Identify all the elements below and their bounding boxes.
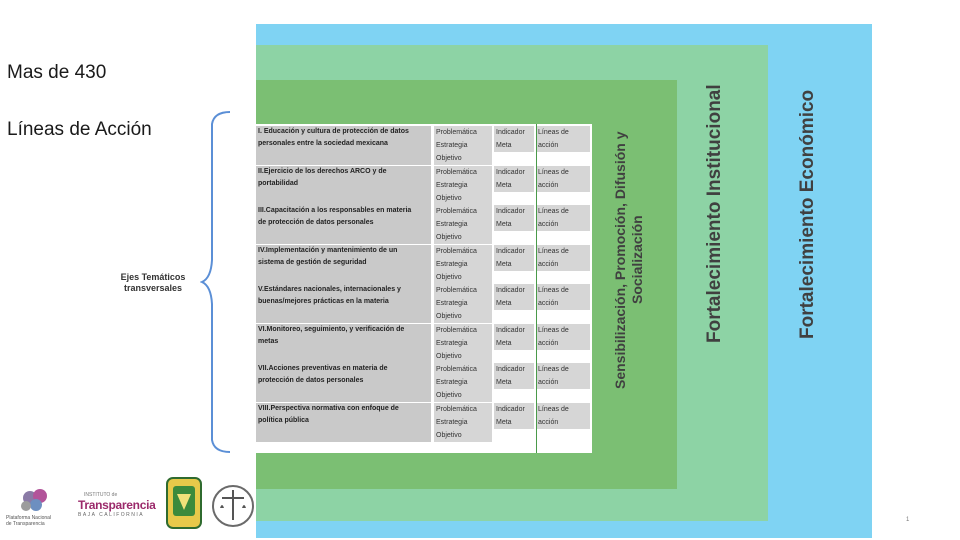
action-lines-cell bbox=[536, 166, 590, 192]
column-label: Meta bbox=[494, 337, 534, 350]
axis-line: IV.Implementación y mantenimiento de un bbox=[258, 246, 398, 254]
problem-strategy-cell bbox=[434, 403, 492, 442]
action-lines-cell bbox=[536, 403, 590, 429]
column-label: Estrategia bbox=[434, 297, 492, 310]
indicator-cell bbox=[494, 126, 534, 152]
column-label: Objetivo bbox=[434, 429, 492, 442]
column-label: Indicador bbox=[494, 363, 534, 376]
column-label: Estrategia bbox=[434, 376, 492, 389]
column-label: Estrategia bbox=[434, 139, 492, 152]
axis-line: III.Capacitación a los responsables en materia bbox=[258, 207, 412, 214]
axis-line: VI.Monitoreo, seguimiento, y verificación de bbox=[258, 325, 405, 333]
action-lines-cell bbox=[536, 284, 590, 310]
table-row bbox=[256, 284, 592, 323]
column-label: Estrategia bbox=[434, 337, 492, 350]
axis-line: buenas/mejores prácticas en la materia bbox=[258, 298, 389, 305]
axis-cell bbox=[256, 126, 431, 165]
column-label: acción bbox=[536, 337, 590, 350]
column-label: Problemática bbox=[434, 284, 492, 297]
column-label: Indicador bbox=[494, 126, 534, 139]
ti-line-1: INSTITUTO de bbox=[84, 492, 118, 498]
column-label: Meta bbox=[494, 218, 534, 231]
axis-cell bbox=[256, 205, 431, 244]
label-sensibilizacion-line-1: Sensibilización, Promoción, Difusión y bbox=[612, 131, 628, 389]
indicator-cell bbox=[494, 403, 534, 429]
problem-strategy-cell bbox=[434, 166, 492, 205]
column-label: Objetivo bbox=[434, 231, 492, 244]
column-label: Líneas de bbox=[536, 403, 590, 416]
column-label: Indicador bbox=[494, 245, 534, 258]
column-label: Problemática bbox=[434, 363, 492, 376]
action-lines-cell bbox=[536, 363, 590, 389]
axis-cell bbox=[256, 363, 431, 402]
column-label: Líneas de bbox=[536, 284, 590, 297]
ti-line-3: BAJA CALIFORNIA bbox=[78, 512, 145, 518]
ejes-line-1: Ejes Temáticos bbox=[120, 272, 186, 282]
table-row bbox=[256, 245, 592, 284]
column-label: Indicador bbox=[494, 324, 534, 337]
column-label: Meta bbox=[494, 416, 534, 429]
column-label: Problemática bbox=[434, 126, 492, 139]
column-label: Indicador bbox=[494, 166, 534, 179]
label-sensibilizacion-line-2: Socialización bbox=[629, 215, 645, 305]
pn-line-1: Plataforma Nacional bbox=[6, 515, 52, 521]
axis-cell bbox=[256, 403, 431, 442]
ejes-tematicos-label bbox=[108, 272, 198, 294]
column-label: Estrategia bbox=[434, 258, 492, 271]
problem-strategy-cell bbox=[434, 245, 492, 284]
column-label: Líneas de bbox=[536, 205, 590, 218]
table-row bbox=[256, 324, 592, 363]
label-fortalecimiento-institucional: Fortalecimiento Institucional bbox=[704, 84, 725, 344]
column-label: Estrategia bbox=[434, 218, 492, 231]
slide-title: Mas de 430 bbox=[7, 62, 107, 83]
axis-cell bbox=[256, 324, 431, 363]
university-seal-icon bbox=[163, 474, 205, 534]
page-number: 1 bbox=[906, 517, 910, 523]
plataforma-nacional-text bbox=[6, 515, 76, 527]
table-divider-line bbox=[536, 124, 537, 453]
column-label: acción bbox=[536, 376, 590, 389]
axis-line: VII.Acciones preventivas en materia de bbox=[258, 365, 388, 372]
slide-subtitle: Líneas de Acción bbox=[7, 119, 152, 140]
problem-strategy-cell bbox=[434, 284, 492, 323]
column-label: Objetivo bbox=[434, 310, 492, 323]
column-label: Meta bbox=[494, 179, 534, 192]
column-label: Objetivo bbox=[434, 192, 492, 205]
column-label: Objetivo bbox=[434, 271, 492, 284]
axis-line: I. Educación y cultura de protección de datos bbox=[258, 128, 409, 135]
label-sensibilizacion bbox=[612, 110, 646, 410]
indicator-cell bbox=[494, 324, 534, 350]
axis-cell bbox=[256, 166, 431, 205]
column-label: acción bbox=[536, 218, 590, 231]
column-label: acción bbox=[536, 139, 590, 152]
axis-line: VIII.Perspectiva normativa con enfoque de bbox=[258, 404, 399, 412]
action-lines-cell bbox=[536, 245, 590, 271]
problem-strategy-cell bbox=[434, 363, 492, 402]
indicator-cell bbox=[494, 284, 534, 310]
action-lines-cell bbox=[536, 126, 590, 152]
column-label: Objetivo bbox=[434, 389, 492, 402]
column-label: Problemática bbox=[434, 245, 492, 258]
indicator-cell bbox=[494, 205, 534, 231]
axis-cell bbox=[256, 245, 431, 284]
ejes-line-2: transversales bbox=[123, 283, 183, 293]
axis-line: sistema de gestión de seguridad bbox=[258, 258, 367, 266]
column-label: Líneas de bbox=[536, 166, 590, 179]
column-label: Meta bbox=[494, 258, 534, 271]
column-label: Líneas de bbox=[536, 126, 590, 139]
indicator-cell bbox=[494, 245, 534, 271]
axis-line: personales entre la sociedad mexicana bbox=[258, 140, 388, 147]
indicator-cell bbox=[494, 363, 534, 389]
column-label: Líneas de bbox=[536, 324, 590, 337]
problem-strategy-cell bbox=[434, 126, 492, 165]
axis-line: V.Estándares nacionales, internacionales y bbox=[258, 286, 401, 293]
table-row bbox=[256, 363, 592, 402]
table-row bbox=[256, 403, 592, 442]
column-label: Estrategia bbox=[434, 416, 492, 429]
column-label: Problemática bbox=[434, 324, 492, 337]
table-row bbox=[256, 126, 592, 165]
transparencia-logo bbox=[78, 492, 154, 522]
column-label: acción bbox=[536, 258, 590, 271]
column-label: Objetivo bbox=[434, 152, 492, 165]
column-label: Problemática bbox=[434, 403, 492, 416]
column-label: Problemática bbox=[434, 166, 492, 179]
action-lines-cell bbox=[536, 205, 590, 231]
problem-strategy-cell bbox=[434, 205, 492, 244]
axis-line: II.Ejercicio de los derechos ARCO y de bbox=[258, 167, 387, 175]
justice-seal-icon bbox=[210, 476, 256, 536]
label-fortalecimiento-economico: Fortalecimiento Económico bbox=[797, 89, 818, 339]
axis-line: política pública bbox=[258, 416, 309, 424]
column-label: Objetivo bbox=[434, 350, 492, 363]
column-label: acción bbox=[536, 416, 590, 429]
axis-line: de protección de datos personales bbox=[258, 219, 374, 226]
column-label: Indicador bbox=[494, 205, 534, 218]
column-label: Meta bbox=[494, 139, 534, 152]
column-label: Indicador bbox=[494, 403, 534, 416]
axes-table bbox=[256, 124, 592, 453]
action-lines-cell bbox=[536, 324, 590, 350]
column-label: Problemática bbox=[434, 205, 492, 218]
pn-line-2: de Transparencia bbox=[6, 521, 45, 527]
column-label: Líneas de bbox=[536, 245, 590, 258]
column-label: acción bbox=[536, 297, 590, 310]
ti-line-2: Transparencia bbox=[78, 498, 156, 512]
axis-cell bbox=[256, 284, 431, 323]
column-label: Estrategia bbox=[434, 179, 492, 192]
column-label: Meta bbox=[494, 376, 534, 389]
curly-brace-icon bbox=[200, 110, 240, 455]
table-row bbox=[256, 166, 592, 205]
table-row bbox=[256, 205, 592, 244]
indicator-cell bbox=[494, 166, 534, 192]
column-label: Meta bbox=[494, 297, 534, 310]
problem-strategy-cell bbox=[434, 324, 492, 363]
axis-line: metas bbox=[258, 337, 279, 345]
column-label: Indicador bbox=[494, 284, 534, 297]
column-label: Líneas de bbox=[536, 363, 590, 376]
axis-line: portabilidad bbox=[258, 179, 299, 187]
column-label: acción bbox=[536, 179, 590, 192]
axis-line: protección de datos personales bbox=[258, 377, 364, 384]
